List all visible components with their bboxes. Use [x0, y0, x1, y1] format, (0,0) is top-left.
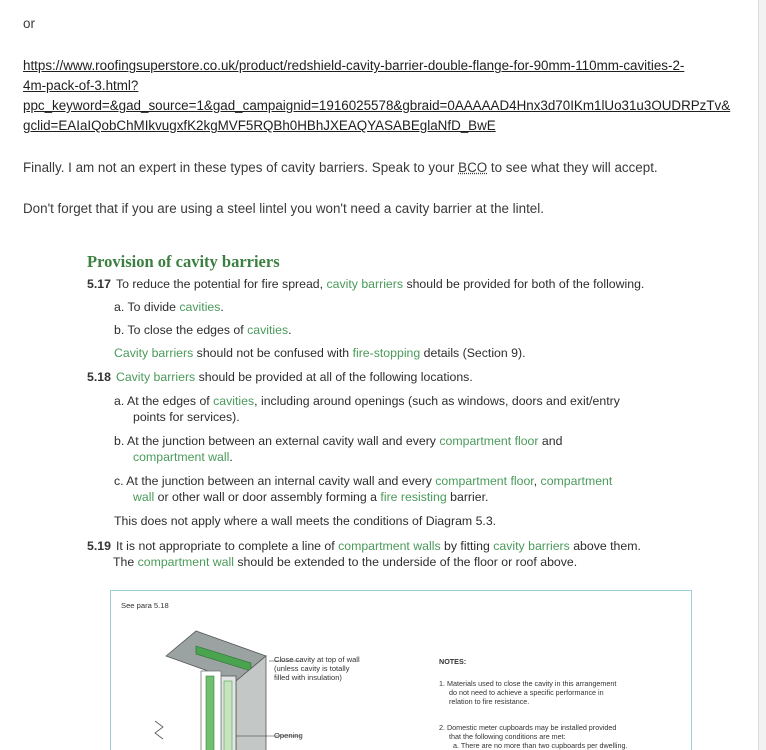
- text: b. At the junction between an external cavity wall and every: [114, 434, 440, 448]
- glossary-term: fire resisting: [380, 490, 447, 504]
- or-text: or: [23, 16, 35, 31]
- glossary-term: compartment: [540, 474, 613, 488]
- text: or other wall or door assembly forming a: [154, 490, 381, 504]
- disclaimer-text-end: to see what they will accept.: [487, 160, 658, 175]
- item-a-edges-cont: points for services).: [133, 410, 240, 424]
- section-number: 5.18: [87, 370, 111, 384]
- text: should be provided for both of the following.: [403, 277, 645, 291]
- item-c-internal-cont: [133, 489, 488, 505]
- note-line: 2. Domestic meter cupboards may be installed provided: [439, 723, 617, 732]
- disclaimer-text-start: Finally. I am not an expert in these types of cavity barriers. Speak to your: [23, 160, 459, 175]
- glossary-term: cavities: [179, 300, 221, 314]
- note-line: that the following conditions are met:: [449, 732, 566, 741]
- item-b-close: [114, 322, 292, 338]
- glossary-term: cavities: [247, 323, 289, 337]
- text: To reduce the potential for fire spread,: [115, 277, 327, 291]
- label-opening: Opening: [274, 731, 303, 740]
- note-2: [439, 723, 627, 750]
- text: , including around openings (such as windows, doors and exit/entry: [254, 394, 620, 408]
- item-b-external-cont: [133, 449, 233, 465]
- opening-closer: [206, 676, 214, 750]
- text: The: [113, 555, 138, 569]
- text: details (Section 9).: [420, 346, 526, 360]
- text: .: [288, 323, 292, 337]
- link-line-4[interactable]: gclid=EAIaIQobChMIkvugxfK2kgMVF5RQBh0HBhJXEAQYASABEglaNfD_BwE: [23, 118, 496, 133]
- note-line: do not need to achieve a specific performance in: [449, 688, 604, 697]
- glossary-term: compartment wall: [137, 555, 234, 569]
- glossary-term: cavity barriers: [493, 539, 570, 553]
- note-line: 1. Materials used to close the cavity in this arrangement: [439, 679, 617, 688]
- label-close-cavity: [274, 655, 360, 682]
- label-line: filled with insulation): [274, 673, 342, 682]
- note-line: a. There are no more than two cupboards per dwelling.: [453, 741, 628, 750]
- doc-heading: Provision of cavity barriers: [87, 252, 280, 271]
- link-line-3[interactable]: ppc_keyword=&gad_source=1&gad_campaignid=1916025578&gbraid=0AAAAAD4Hnx3d70IKm1lUo31u3OUDRPzTv&: [23, 98, 731, 113]
- text: a. To divide: [114, 300, 180, 314]
- fire-stopping-note: [114, 345, 526, 361]
- section-5-18: [87, 369, 473, 385]
- link-line-2[interactable]: 4m-pack-of-3.html?: [23, 78, 139, 93]
- label-line: Close cavity at top of wall: [274, 655, 360, 664]
- section-5-19: [87, 538, 641, 554]
- glossary-term: cavity barriers: [326, 277, 404, 291]
- item-c-internal: [114, 473, 612, 489]
- section-5-19-cont: [113, 554, 577, 570]
- glossary-term: Cavity barriers: [115, 370, 196, 384]
- glossary-term: compartment floor: [439, 434, 539, 448]
- text: ,: [533, 474, 541, 488]
- glossary-term: compartment floor: [435, 474, 534, 488]
- lintel-paragraph: Don't forget that if you are using a steel lintel you won't need a cavity barrier at the lintel.: [23, 201, 544, 216]
- text: a. At the edges of: [114, 394, 214, 408]
- item-a-divide: [114, 299, 224, 315]
- glossary-term: Cavity barriers: [114, 346, 194, 360]
- cavity-barrier-diagram: [110, 590, 692, 750]
- cavity-insulation: [224, 681, 232, 750]
- text: should be extended to the underside of the floor or roof above.: [233, 555, 578, 569]
- glossary-term: wall: [133, 490, 155, 504]
- text: should be provided at all of the following locations.: [195, 370, 473, 384]
- text: barrier.: [446, 490, 489, 504]
- text: by fitting: [440, 539, 494, 553]
- glossary-term: compartment wall: [133, 450, 230, 464]
- glossary-term: fire-stopping: [352, 346, 421, 360]
- break-line: [155, 721, 163, 739]
- text: above them.: [569, 539, 641, 553]
- section-number: 5.17: [87, 277, 111, 291]
- link-line-1[interactable]: https://www.roofingsuperstore.co.uk/product/redshield-cavity-barrier-double-flange-for-90mm-110mm-cavities-2-: [23, 58, 685, 73]
- section-number: 5.19: [87, 539, 111, 553]
- text: It is not appropriate to complete a line of: [115, 539, 339, 553]
- expert-disclaimer-paragraph: [23, 158, 658, 178]
- text: and: [538, 434, 563, 448]
- text: should not be confused with: [193, 346, 353, 360]
- label-line: (unless cavity is totally: [274, 664, 350, 673]
- note-1: [439, 679, 616, 706]
- see-para-label: See para 5.18: [121, 601, 169, 610]
- section-5-17: [87, 276, 644, 292]
- bco-abbreviation[interactable]: BCO: [458, 160, 488, 175]
- text: .: [229, 450, 233, 464]
- item-a-edges: [114, 393, 620, 409]
- notes-title: NOTES:: [439, 657, 467, 666]
- note-line: relation to fire resistance.: [449, 697, 530, 706]
- text: c. At the junction between an internal cavity wall and every: [114, 474, 436, 488]
- not-apply-note: This does not apply where a wall meets the conditions of Diagram 5.3.: [114, 514, 497, 528]
- glossary-term: compartment walls: [338, 539, 441, 553]
- item-b-external: [114, 433, 562, 449]
- text: .: [220, 300, 224, 314]
- glossary-term: cavities: [213, 394, 255, 408]
- text: b. To close the edges of: [114, 323, 248, 337]
